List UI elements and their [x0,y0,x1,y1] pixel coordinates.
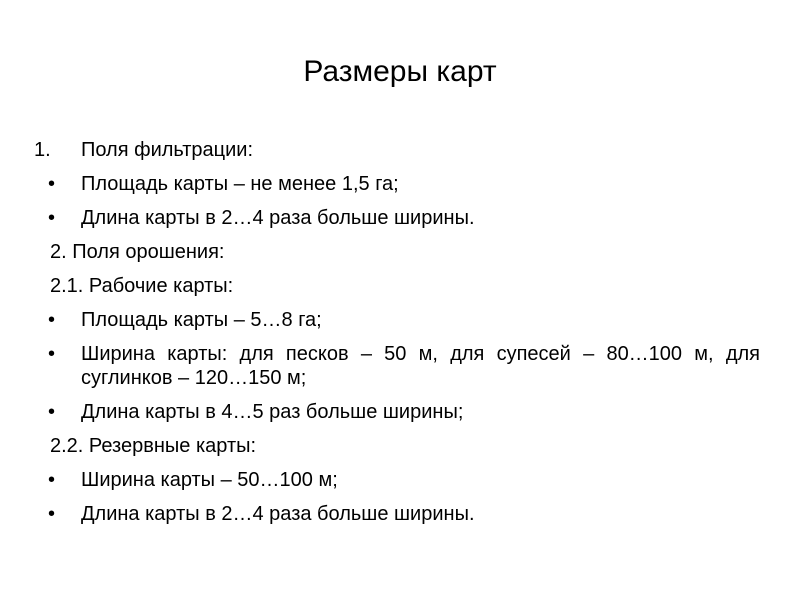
list-item-text: Длина карты в 4…5 раз больше ширины; [81,401,464,423]
list-item-text: Площадь карты – не менее 1,5 га; [81,173,399,195]
slide-title: Размеры карт [303,55,497,88]
list-item-subheading [34,240,760,264]
list-item-text: Ширина карты – 50…100 м; [81,469,338,491]
bullet-icon: • [48,469,56,491]
bullet-icon: • [48,343,56,365]
content-list [34,138,760,536]
list-item-numbered [34,138,760,172]
list-item-text: Длина карты в 2…4 раза больше ширины. [81,503,475,525]
bullet-icon: • [48,207,56,229]
bullet-icon: • [48,401,56,423]
list-item-bullet [34,308,760,332]
list-item-subheading [34,434,760,458]
number-marker: 1. [34,139,51,161]
list-item-subheading [34,274,760,298]
list-item-bullet [34,206,760,230]
bullet-icon: • [48,309,56,331]
list-item-text: Площадь карты – 5…8 га; [81,309,322,331]
list-item-bullet [34,400,760,424]
list-item-text: 2. Поля орошения: [50,241,225,263]
list-item-text: Поля фильтрации: [81,139,254,161]
list-item-bullet [34,502,760,526]
bullet-icon: • [48,173,56,195]
list-item-bullet [34,468,760,492]
list-item-bullet [34,172,760,196]
list-item-text: Длина карты в 2…4 раза больше ширины. [81,207,475,229]
list-item-text: Ширина карты: для песков – 50 м, для супесей – 80…100 м, для суглинков – 120…150 м; [81,343,760,389]
list-item-text: 2.2. Резервные карты: [50,435,257,457]
bullet-icon: • [48,503,56,525]
list-item-text: 2.1. Рабочие карты: [50,275,234,297]
list-item-bullet [34,342,760,390]
